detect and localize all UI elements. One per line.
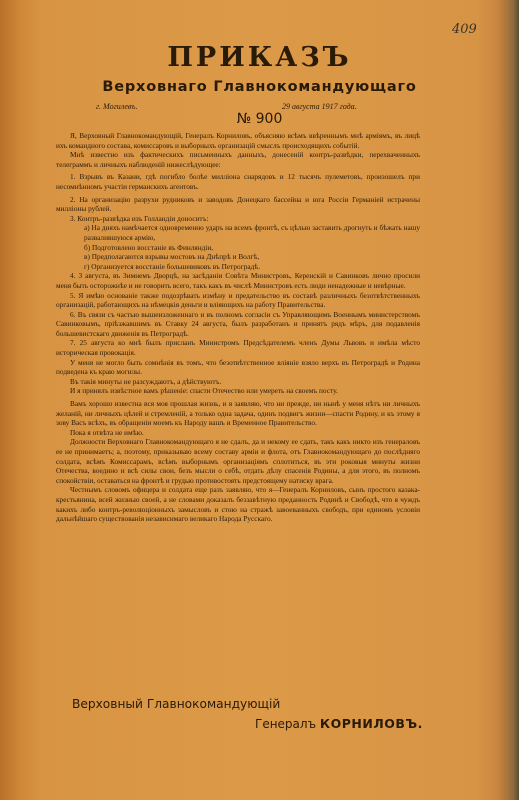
body-paragraph: 5. Я имѣю основаніе также подозрѣвать измѣну и предательство въ составѣ различныхъ безотвѣтственныхъ организацій, работающихъ на нѣмецкія деньги и вліяющихъ на работу Правительства.	[56, 290, 420, 310]
body-paragraph: Должности Верховнаго Главнокомандующаго я не сдалъ, да и некому ее сдать, такъ какъ никто изъ генераловъ ее не принимаетъ; а, поэтому, приказываю всему составу арміи и флота, отъ Главнокомандующаго до послѣдняго солдата, всѣмъ Комиссарамъ, всѣмъ выборнымъ организаціямъ сплотиться, въ эти роковыя минуты жизни Отечества, воедино и всѣ силы свои, безъ мысли о себѣ, отдать дѣлу спасенія Родины, а для этого, въ полномъ спокойствіи, оставаться на фронтѣ и грудью противостоять предстоящему натиску врага.	[56, 437, 420, 485]
signature-block	[255, 716, 423, 731]
document-title: ПРИКАЗЪ	[167, 42, 352, 73]
body-paragraph: 7. 25 августа ко мнѣ былъ присланъ Министромъ Предсѣдателемъ членъ Думы Львовъ и имѣла мѣсто историческая провокація.	[56, 338, 420, 358]
order-number: № 900	[236, 111, 283, 127]
body-paragraph: б) Подготовлено восстаніе въ Финляндіи,	[84, 242, 214, 252]
document-body	[56, 131, 420, 524]
document-subtitle: Верховнаго Главнокомандующаго	[102, 79, 417, 95]
archive-page-number: 409	[452, 22, 477, 37]
body-paragraph: 2. На организацію разрухи рудниковъ и заводовъ Донецкаго бассейна и юга Россіи Германіей истрачены милліоны рублей.	[56, 194, 420, 214]
body-paragraph: г) Организуется восстаніе большевиковъ въ Петроградѣ.	[84, 261, 261, 271]
date-of-issue: 29 августа 1917 года.	[282, 102, 357, 111]
body-paragraph: Честнымъ словомъ офицера и солдата еще разъ заявляю, что я—Генералъ Корниловъ, сынъ простого казака-крестьянина, всей жизнью своей, а не словами доказалъ беззавѣтную преданность Родинѣ и Свободѣ, что я чуждъ какихъ либо контръ-революціонныхъ замысловъ и стою на стражѣ завоеванныхъ свободъ, при единомъ условіи дальнѣйшаго существованія независимаго великаго Народа Русскаго.	[56, 485, 420, 524]
body-paragraph: а) На дняхъ намѣчается одновременно ударъ на всемъ фронтѣ, съ цѣлью заставить дрогнуть и бѣжать нашу развалившуюся армію,	[84, 223, 420, 242]
body-paragraph: 6. Въ связи съ частью вышеизложеннаго и въ полномъ согласіи съ Управляющимъ Военнымъ министерствомъ Савинковымъ, пріѣзжавшимъ въ Ставку 24 августа, былъ разработанъ и принятъ рядъ мѣръ, для подавленія большевистскаго движенія въ Петроградѣ.	[56, 309, 420, 338]
body-paragraph: И я принялъ извѣстное вамъ рѣшеніе: спасти Отечество или умереть на своемъ посту.	[70, 386, 338, 396]
body-paragraph: У меня не могло быть сомнѣнія въ томъ, что безотвѣтственное вліяніе взяло верхъ въ Петроградѣ и Родина подведена къ краю могилы.	[56, 357, 420, 377]
place-of-issue: г. Могилевъ.	[96, 102, 138, 111]
body-paragraph: 1. Взрывъ въ Казани, гдѣ погибло болѣе милліона снарядовъ и 12 тысячъ пулеметовъ, произошелъ при несомнѣнномъ участіи германскихъ агентовъ.	[56, 172, 420, 191]
body-paragraph: Въ такія минуты не разсуждаютъ, а дѣйствуютъ.	[70, 376, 222, 386]
body-paragraph: 4. 3 августа, въ Зимнемъ Дворцѣ, на засѣданіи Совѣта Министровъ, Керенскій и Савинковъ лично просили меня быть осторожнѣе и не говорить всего, такъ какъ въ числѣ Министровъ есть люди ненадежные и невѣрные.	[56, 271, 420, 290]
body-paragraph: Я, Верховный Главнокомандующій, Генералъ Корниловъ, объясняю всѣмъ ввѣреннымъ мнѣ арміямъ, въ лицѣ ихъ командного состава, комиссаровъ и выборныхъ организацій смыслъ происходящихъ событій.	[56, 131, 420, 150]
body-paragraph: Мнѣ известно изъ фактическихъ письменныхъ данныхъ, донесеній контръ-развѣдки, перехваченныхъ телеграммъ и личныхъ наблюденій нижеслѣдующее:	[56, 150, 420, 169]
signature-title: Верховный Главнокомандующій	[72, 697, 281, 711]
signature-rank: Генералъ	[255, 717, 317, 731]
body-paragraph: Пока я отвѣта не имѣю.	[70, 427, 144, 437]
body-paragraph: Вамъ хорошо известна вся моя прошлая жизнь, и я заявляю, что ни прежде, ни нынѣ у меня нѣтъ ни личныхъ желаній, ни личныхъ цѣлей и стремленій, а только одна задача, одинъ подвигъ жизни—спасти Родину, и къ этому я зову Васъ всѣхъ, въ обращеніи моемъ къ Народу вашъ и Временное Правительство.	[56, 399, 420, 428]
signature-name: КОРНИЛОВЪ.	[319, 716, 423, 731]
body-paragraph: в) Предполагаются взрывы мостовъ на Днѣпрѣ и Волгѣ,	[84, 252, 260, 262]
body-paragraph: 3. Контръ-развѣдка изъ Голландіи доноситъ:	[70, 213, 209, 223]
